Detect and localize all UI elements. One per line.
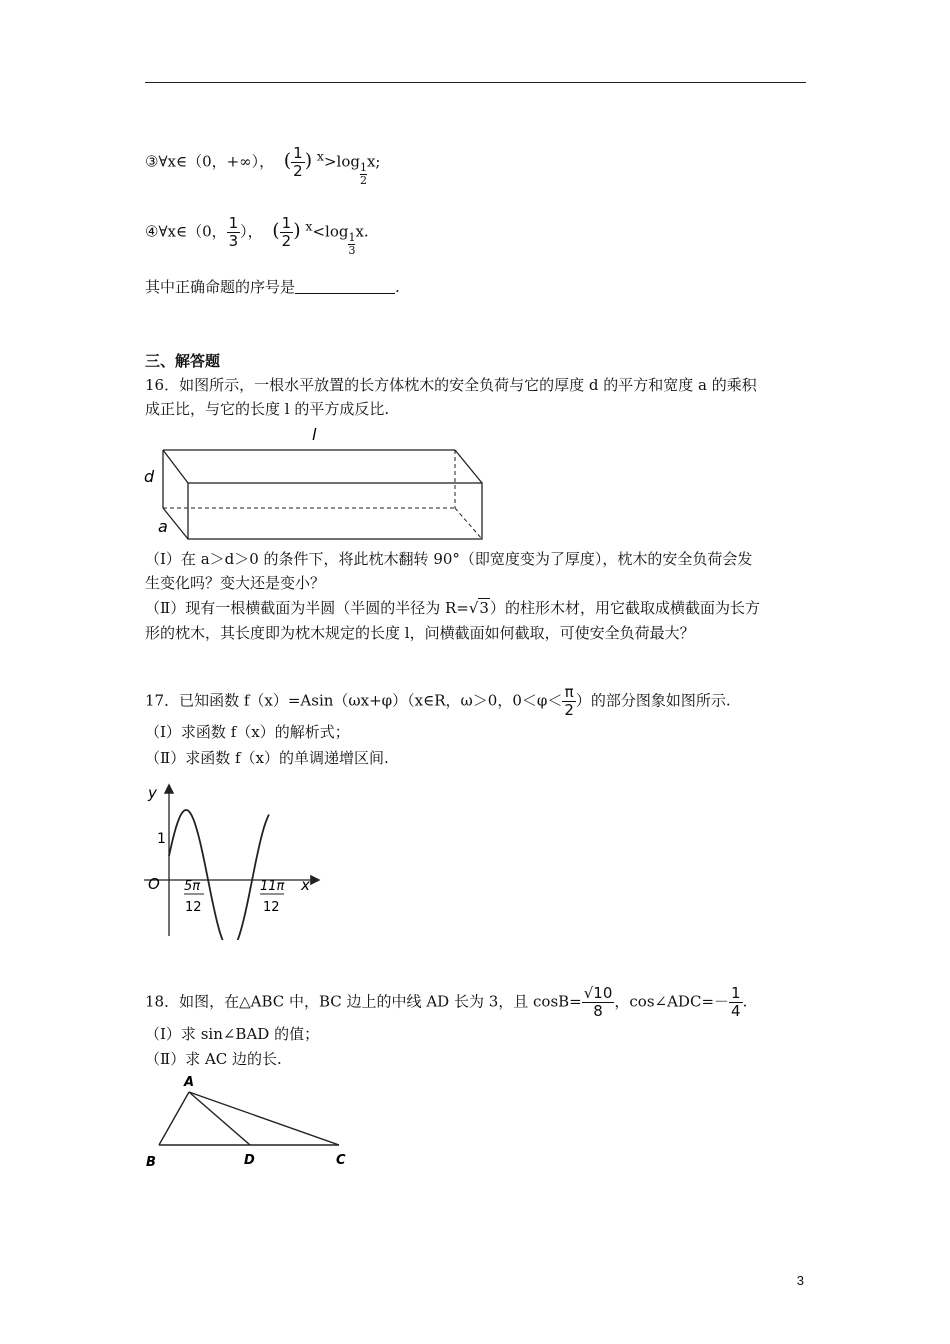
q16-part2-line2: 形的枕木，其长度即为枕木规定的长度 l，问横截面如何截取，可使安全负荷最大？	[145, 624, 695, 642]
q16-line-1: 16．如图所示，一根水平放置的长方体枕木的安全负荷与它的厚度 d 的平方和宽度 a 的乘积	[145, 376, 757, 394]
origin-label: O	[148, 875, 160, 893]
vertex-A: A	[184, 1075, 195, 1090]
q18-triangle-figure	[140, 1070, 360, 1170]
q17-part1: （Ⅰ）求函数 f（x）的解析式；	[145, 723, 350, 741]
label-a: a	[158, 517, 168, 536]
tick-x1-den: 12	[185, 900, 202, 915]
tick-x1-num: 5π	[184, 879, 201, 894]
axis-x-label: x	[301, 876, 310, 894]
q17-line-1: 17．已知函数 f（x）=Asin（ωx+φ）（x∈R，ω＞0，0＜φ＜ $\frac{\pi}{2}$ ）的部分图象如图所示.	[145, 683, 731, 719]
vertex-C: C	[336, 1153, 346, 1168]
q15-item-3: ③∀x∈（0，+∞）， ( $\frac{1}{2}$ ) $^x$>log $\frac{1}{2}$ x;	[145, 144, 381, 187]
label-l: l	[312, 425, 317, 444]
tick-x2-num: 11π	[260, 879, 285, 894]
answer-blank[interactable]	[295, 279, 395, 294]
axis-y-label: y	[148, 784, 157, 802]
q17-sine-graph	[140, 780, 325, 940]
label-d: d	[144, 467, 155, 486]
q15-item-4: ④∀x∈（0， $\frac{1}{3}$ ）， ( $\frac{1}{2}$ ) $^x$<log $\frac{1}{3}$ x.	[145, 214, 369, 257]
q16-cuboid-figure	[140, 422, 500, 546]
header-rule	[145, 82, 806, 83]
tick-y-1: 1	[157, 831, 166, 847]
tick-x2-den: 12	[263, 900, 280, 915]
q18-part1: （Ⅰ）求 sin∠BAD 的值；	[145, 1025, 320, 1043]
q16-part1-line2: 生变化吗？变大还是变小？	[145, 574, 326, 592]
vertex-D: D	[244, 1153, 255, 1168]
sine-curve	[169, 810, 269, 940]
vertex-B: B	[146, 1155, 156, 1170]
q16-part2-line1: （Ⅱ）现有一根横截面为半圆（半圆的半径为 R=√3）的柱形木材，用它截取成横截面为长方	[145, 599, 760, 617]
q16-line-2: 成正比，与它的长度 l 的平方成反比.	[145, 400, 390, 418]
q18-line-1: 18．如图，在△ABC 中，BC 边上的中线 AD 长为 3，且 cosB= $\frac{√10}{8}$ ，cos∠ADC=－ $\frac{1}{4}$ .	[145, 984, 748, 1020]
q15-answer-line: 其中正确命题的序号是 .	[145, 278, 400, 296]
q17-part2: （Ⅱ）求函数 f（x）的单调递增区间.	[145, 749, 389, 767]
page-number: 3	[796, 1273, 804, 1288]
section-heading: 三、解答题	[145, 352, 221, 370]
q16-part1-line1: （Ⅰ）在 a＞d＞0 的条件下，将此枕木翻转 90°（即宽度变为了厚度），枕木的安全负荷会发	[145, 550, 753, 568]
q18-part2: （Ⅱ）求 AC 边的长.	[145, 1050, 282, 1068]
